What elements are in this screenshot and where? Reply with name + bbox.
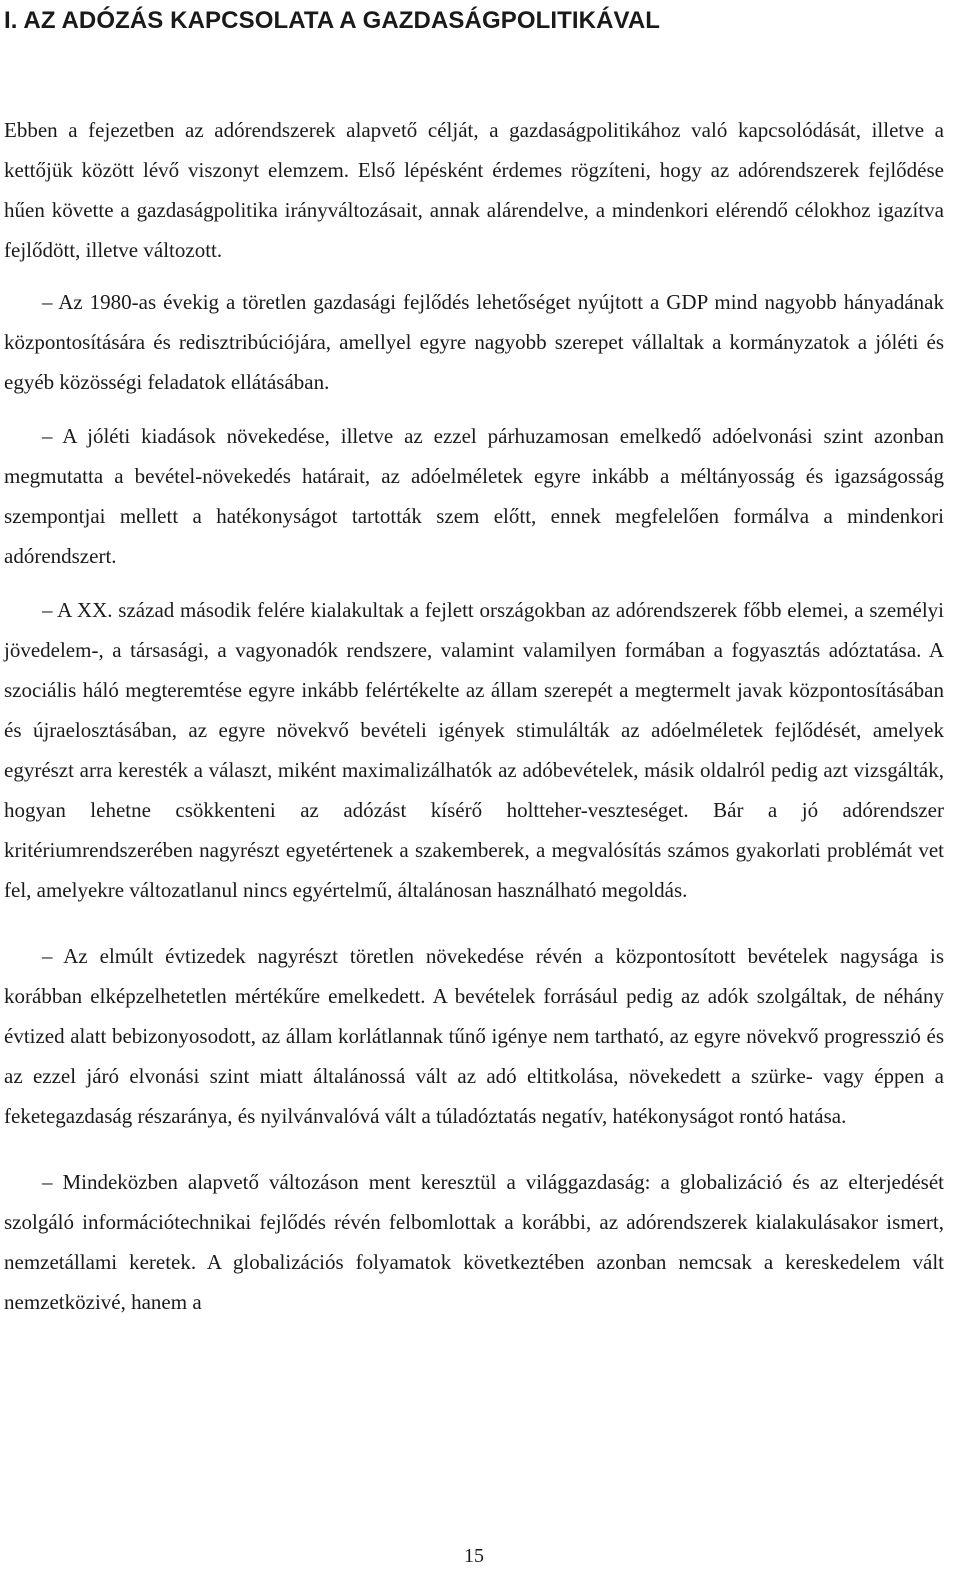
page-number: 15 bbox=[464, 1545, 484, 1567]
chapter-heading: I. AZ ADÓZÁS KAPCSOLATA A GAZDASÁGPOLITIKÁVAL bbox=[4, 7, 661, 34]
list-item-1980s: – Az 1980-as évekig a töretlen gazdasági fejlődés lehetőséget nyújtott a GDP mind nagyobb hányadának központosítására és redisztribúciójára, amellyel egyre nagyobb szerepet vállaltak a kormányzatok a jóléti és egyéb közösségi feladatok ellátásában. bbox=[4, 290, 944, 394]
list-item-20th-century: – A XX. század második felére kialakultak a fejlett országokban az adórendszerek főbb elemei, a személyi jövedelem-, a társasági, a vagyonadók rendszere, valamint valamilyen formában a fogyasztás adóztatása. A szociális háló megteremtése egyre inkább felértékelte az állam szerepét a megtermelt javak központosításában és újraelosztásában, az egyre növekvő bevételi igények stimulálták az adóelméletek fejlődését, amelyek egyrészt arra keresték a választ, miként maximalizálhatók az adóbevételek, másik oldalról pedig azt vizsgálták, hogyan lehetne csökkenteni az adózást kísérő holtteher-veszteséget. Bár a jó adórendszer kritériumrendszerében nagyrészt egyetértenek a szakemberek, a megvalósítás számos gyakorlati problémát vet fel, amelyekre változatlanul nincs egyértelmű, általánosan használható megoldás. bbox=[4, 598, 944, 902]
list-item-globalization: – Mindeközben alapvető változáson ment keresztül a világgazdaság: a globalizáció és az elterjedését szolgáló információtechnikai fejlődés révén felbomlottak a korábbi, az adórendszerek kialakulásakor ismert, nemzetállami keretek. A globalizációs folyamatok következtében azonban nemcsak a kereskedelem vált nemzetközivé, hanem a bbox=[4, 1170, 944, 1314]
list-item-welfare-spending: – A jóléti kiadások növekedése, illetve az ezzel párhuzamosan emelkedő adóelvonási szint azonban megmutatta a bevétel-növekedés határait, az adóelméletek egyre inkább a méltányosság és igazságosság szempontjai mellett a hatékonyságot tartották szem előtt, ennek megfelelően formálva a mindenkori adórendszert. bbox=[4, 424, 944, 568]
list-item-recent-decades: – Az elmúlt évtizedek nagyrészt töretlen növekedése révén a központosított bevételek nagysága is korábban elképzelhetetlen mértékűre emelkedett. A bevételek forrásául pedig az adók szolgáltak, de néhány évtized alatt bebizonyosodott, az állam korlátlannak tűnő igénye nem tartható, az egyre növekvő progresszió és az ezzel járó elvonási szint miatt általánossá vált az adó eltitkolása, növekedett a szürke- vagy éppen a feketegazdaság részaránya, és nyilvánvalóvá vált a túladóztatás negatív, hatékonyságot rontó hatása. bbox=[4, 944, 944, 1128]
document-page bbox=[4, 0, 944, 1322]
intro-paragraph: Ebben a fejezetben az adórendszerek alapvető célját, a gazdaságpolitikához való kapcsolódását, illetve a kettőjük között lévő viszonyt elemzem. Első lépésként érdemes rögzíteni, hogy az adórendszerek fejlődése hűen követte a gazdaságpolitika irányváltozásait, annak alárendelve, a mindenkori elérendő célokhoz igazítva fejlődött, illetve változott. bbox=[4, 118, 944, 262]
